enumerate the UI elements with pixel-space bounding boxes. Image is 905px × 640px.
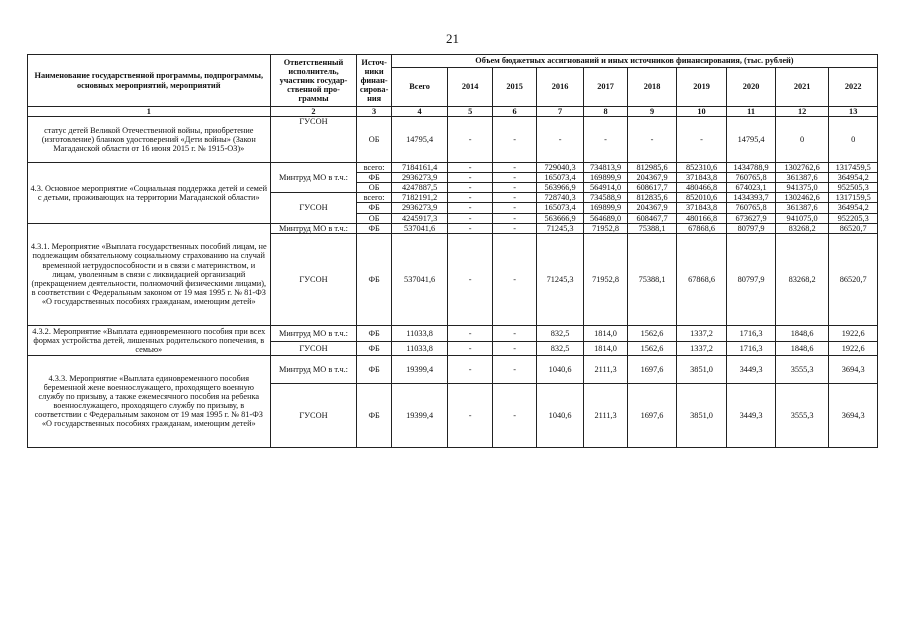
cell-value: 812985,6 [628,163,677,173]
cell-value: 3449,3 [727,355,776,383]
cell-value: 86520,7 [829,223,878,233]
row-executor: ГУСОН [270,117,357,163]
cell-value: - [492,233,536,325]
cell-value: 480466,8 [676,183,727,193]
column-number: 2 [270,107,357,117]
table-row [28,117,878,163]
cell-value: 165073,4 [537,203,583,213]
cell-value: 674023,1 [727,183,776,193]
cell-value: - [448,173,492,183]
cell-value: 1337,2 [676,341,727,355]
cell-value: 1922,6 [829,341,878,355]
cell-value: 80797,9 [727,233,776,325]
cell-value: 941075,0 [775,213,829,223]
cell-value: 480166,8 [676,213,727,223]
cell-value: 812835,6 [628,193,677,203]
table-row [28,325,878,341]
cell-value: 3555,3 [775,355,829,383]
cell-value: 11033,8 [391,325,448,341]
column-number: 8 [583,107,627,117]
cell-value: 1716,3 [727,325,776,341]
table-row [28,355,878,383]
header-year: 2021 [775,68,829,107]
row-name: статус детей Великой Отечественной войны, приобретение (изготовление) бланков удостоверений «Дети войны» (Закон Магаданской области от 16 июня 2015 г. № 1915-ОЗ)» [28,117,271,163]
column-number-row [28,107,878,117]
header-executor: Ответственный исполнитель, участник государ-ственной про-граммы [270,55,357,107]
cell-value: 564914,0 [583,183,627,193]
cell-value: 728740,3 [537,193,583,203]
cell-value: 2936273,9 [391,203,448,213]
column-number: 9 [628,107,677,117]
cell-value: 169899,9 [583,203,627,213]
cell-value: 760765,8 [727,173,776,183]
header-volume: Объем бюджетных ассигнований и иных источников финансирования, (тыс. рублей) [391,55,877,68]
table-row [28,223,878,233]
row-name: 4.3.1. Мероприятие «Выплата государственных пособий лицам, не подлежащим обязательному социальному страхованию на случай временной нетрудоспособности и в связи с материнством, и лицам, уволенным в связи с ликвидацией организаций (прекращением деятельности, полномочий физическими лицами), в соответствии с Федеральным законом от 19 мая 1995 г. № 81-ФЗ «О государственных пособиях гражданам, имеющим детей» [28,223,271,325]
cell-value: 11033,8 [391,341,448,355]
cell-value: 734588,9 [583,193,627,203]
cell-value: 361387,6 [775,173,829,183]
cell-value: - [492,355,536,383]
cell-value: 537041,6 [391,233,448,325]
header-source: Источ-ники финан-сирова-ния [357,55,391,107]
cell-value: - [492,117,536,163]
cell-value: 729040,3 [537,163,583,173]
row-executor: ГУСОН [270,383,357,447]
row-name: 4.3.3. Мероприятие «Выплата единовременного пособия беременной жене военнослужащего, проходящего военную службу по призыву, а также ежемесячного пособия на ребенка военнослужащего, проходящего службу по призыву, в соответствии с Федеральным законом от 19 мая 1995 г. № 81-ФЗ «О государственных пособиях гражданам, имеющим детей» [28,355,271,447]
cell-value: 1716,3 [727,341,776,355]
header-year: 2022 [829,68,878,107]
cell-value: - [448,213,492,223]
cell-value: 83268,2 [775,223,829,233]
cell-value: - [448,355,492,383]
column-number: 10 [676,107,727,117]
cell-value: 19399,4 [391,355,448,383]
cell-value: 165073,4 [537,173,583,183]
cell-value: 673627,9 [727,213,776,223]
cell-value: 14795,4 [727,117,776,163]
cell-value: - [448,383,492,447]
cell-value: 14795,4 [391,117,448,163]
cell-value: 371843,8 [676,173,727,183]
cell-value: 832,5 [537,325,583,341]
header-year: 2016 [537,68,583,107]
cell-value: 4247887,5 [391,183,448,193]
cell-value: 563666,9 [537,213,583,223]
row-executor: Минтруд МО в т.ч.: [270,163,357,193]
cell-value: 1337,2 [676,325,727,341]
cell-value: 1814,0 [583,341,627,355]
cell-value: 83268,2 [775,233,829,325]
cell-value: - [448,203,492,213]
cell-value: 563966,9 [537,183,583,193]
cell-value: - [448,183,492,193]
cell-value: 71952,8 [583,233,627,325]
cell-value: - [492,163,536,173]
cell-value: 832,5 [537,341,583,355]
cell-value: 1302762,6 [775,163,829,173]
cell-value: - [448,193,492,203]
cell-value: - [492,173,536,183]
row-executor: Минтруд МО в т.ч.: [270,355,357,383]
header-year: 2018 [628,68,677,107]
cell-value: 1848,6 [775,325,829,341]
row-executor: ГУСОН [270,233,357,325]
column-number: 4 [391,107,448,117]
cell-value: - [448,233,492,325]
cell-value: - [448,325,492,341]
column-number: 6 [492,107,536,117]
row-source: ФБ [357,383,391,447]
row-source: ФБ [357,203,391,213]
row-source: ОБ [357,117,391,163]
row-source: ФБ [357,325,391,341]
row-name: 4.3. Основное мероприятие «Социальная поддержка детей и семей с детьми, проживающих на территории Магаданской области» [28,163,271,224]
cell-value: 1317459,5 [829,163,878,173]
cell-value: 3694,3 [829,355,878,383]
row-source: ОБ [357,213,391,223]
cell-value: 1814,0 [583,325,627,341]
cell-value: - [537,117,583,163]
budget-table [27,54,878,448]
row-executor: ГУСОН [270,193,357,223]
row-source: всего: [357,193,391,203]
header-year: 2017 [583,68,627,107]
cell-value: - [628,117,677,163]
column-number: 3 [357,107,391,117]
cell-value: 75388,1 [628,233,677,325]
cell-value: 3449,3 [727,383,776,447]
cell-value: - [492,203,536,213]
cell-value: 7184161,4 [391,163,448,173]
cell-value: 364954,2 [829,203,878,213]
cell-value: 0 [775,117,829,163]
cell-value: 564689,0 [583,213,627,223]
cell-value: 204367,9 [628,173,677,183]
cell-value: - [492,213,536,223]
cell-value: 1848,6 [775,341,829,355]
cell-value: 2111,3 [583,355,627,383]
column-number: 1 [28,107,271,117]
header-name: Наименование государственной программы, подпрограммы, основных мероприятий, мероприятий [28,55,271,107]
cell-value: 1922,6 [829,325,878,341]
row-name: 4.3.2. Мероприятие «Выплата единовременного пособия при всех формах устройства детей, лишенных родительского попечения, в семью» [28,325,271,355]
cell-value: 1302462,6 [775,193,829,203]
cell-value: - [583,117,627,163]
row-executor: Минтруд МО в т.ч.: [270,325,357,341]
row-executor: ГУСОН [270,341,357,355]
cell-value: 852010,6 [676,193,727,203]
cell-value: 941375,0 [775,183,829,193]
header-year: 2019 [676,68,727,107]
cell-value: 1434393,7 [727,193,776,203]
cell-value: 80797,9 [727,223,776,233]
cell-value: 86520,7 [829,233,878,325]
cell-value: 1562,6 [628,325,677,341]
cell-value: 361387,6 [775,203,829,213]
cell-value: 3851,0 [676,355,727,383]
column-number: 11 [727,107,776,117]
cell-value: 2936273,9 [391,173,448,183]
column-number: 7 [537,107,583,117]
cell-value: 67868,6 [676,223,727,233]
cell-value: - [492,183,536,193]
cell-value: - [448,163,492,173]
cell-value: 1697,6 [628,355,677,383]
row-executor: Минтруд МО в т.ч.: [270,223,357,233]
cell-value: 71245,3 [537,223,583,233]
cell-value: 75388,1 [628,223,677,233]
row-source: всего: [357,163,391,173]
header-total: Всего [391,68,448,107]
row-source: ФБ [357,223,391,233]
cell-value: 852310,6 [676,163,727,173]
cell-value: 608467,7 [628,213,677,223]
cell-value: - [492,223,536,233]
cell-value: 952505,3 [829,183,878,193]
cell-value: 3851,0 [676,383,727,447]
cell-value: 371843,8 [676,203,727,213]
cell-value: 1562,6 [628,341,677,355]
cell-value: 364954,2 [829,173,878,183]
cell-value: 734813,9 [583,163,627,173]
table-row [28,163,878,173]
page-number: 21 [446,31,459,46]
cell-value: 3694,3 [829,383,878,447]
cell-value: 67868,6 [676,233,727,325]
column-number: 12 [775,107,829,117]
column-number: 5 [448,107,492,117]
row-source: ФБ [357,233,391,325]
cell-value: 4245917,3 [391,213,448,223]
cell-value: - [448,223,492,233]
cell-value: 537041,6 [391,223,448,233]
cell-value: 1040,6 [537,355,583,383]
cell-value: - [492,383,536,447]
cell-value: 0 [829,117,878,163]
cell-value: 169899,9 [583,173,627,183]
cell-value: - [676,117,727,163]
column-number: 13 [829,107,878,117]
cell-value: 7182191,2 [391,193,448,203]
cell-value: 1697,6 [628,383,677,447]
cell-value: 952205,3 [829,213,878,223]
cell-value: 19399,4 [391,383,448,447]
cell-value: 1317159,5 [829,193,878,203]
cell-value: 71952,8 [583,223,627,233]
cell-value: 608617,7 [628,183,677,193]
cell-value: 204367,9 [628,203,677,213]
cell-value: - [492,193,536,203]
cell-value: 71245,3 [537,233,583,325]
header-year: 2020 [727,68,776,107]
row-source: ФБ [357,355,391,383]
cell-value: 2111,3 [583,383,627,447]
header-row-1 [28,55,878,68]
cell-value: - [448,117,492,163]
header-year: 2015 [492,68,536,107]
cell-value: 3555,3 [775,383,829,447]
cell-value: 760765,8 [727,203,776,213]
cell-value: 1040,6 [537,383,583,447]
cell-value: - [492,341,536,355]
row-source: ФБ [357,173,391,183]
cell-value: - [492,325,536,341]
cell-value: 1434788,9 [727,163,776,173]
row-source: ФБ [357,341,391,355]
row-source: ОБ [357,183,391,193]
cell-value: - [448,341,492,355]
header-year: 2014 [448,68,492,107]
